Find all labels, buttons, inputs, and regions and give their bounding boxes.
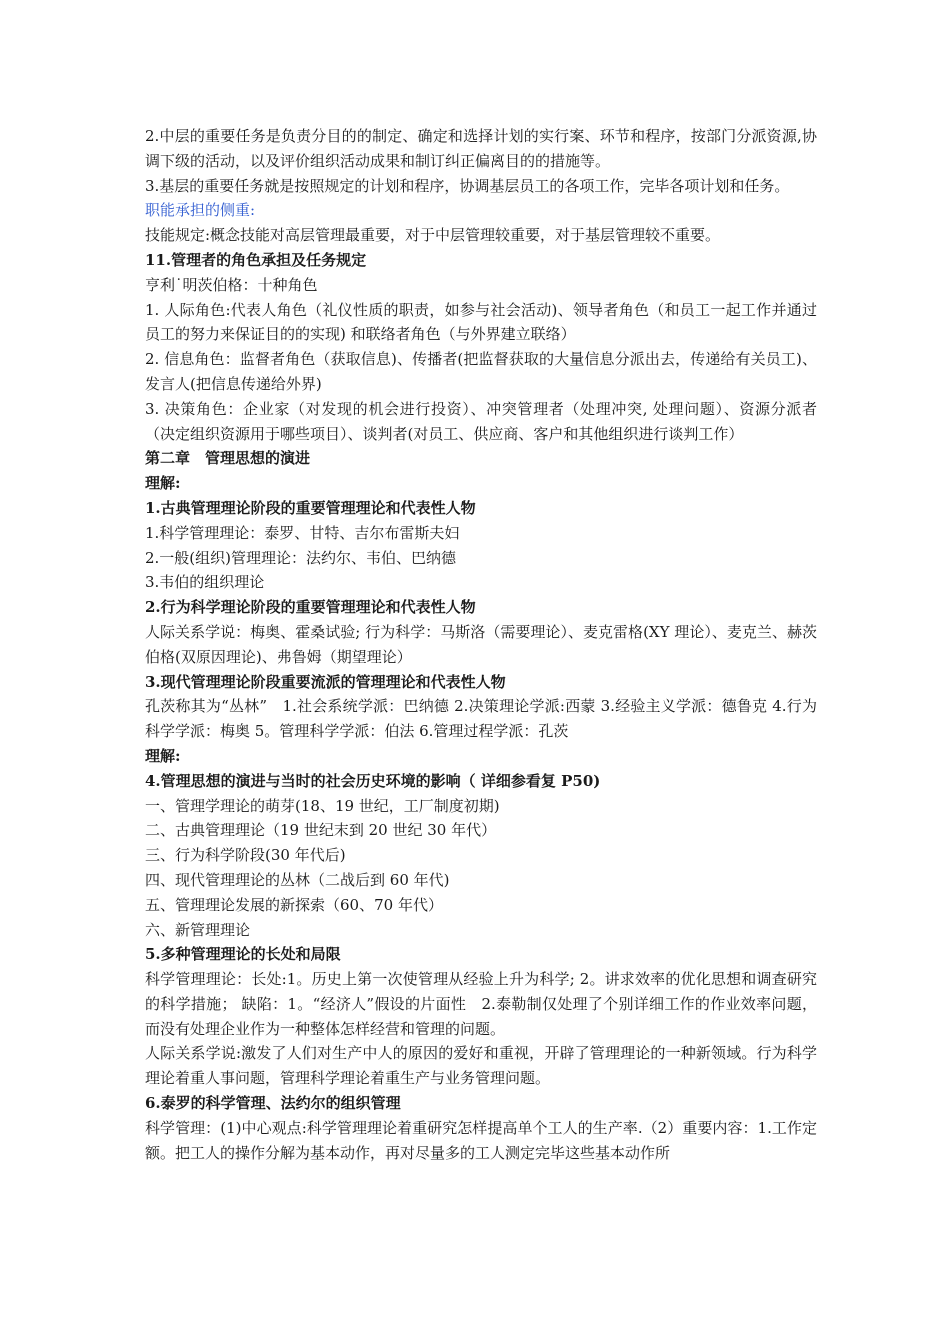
paragraph: 技能规定:概念技能对高层管理最重要，对于中层管理较重要，对于基层管理较不重要。 bbox=[145, 226, 721, 245]
paragraph: 四、现代管理理论的丛林（二战后到 60 年代) bbox=[145, 870, 450, 889]
paragraph: 孔茨称其为“丛林” 1.社会系统学派：巴纳德 2.决策理论学派:西蒙 3.经验主义学派：德鲁克 4.行为科学学派：梅奥 5。管理科学学派：伯法 6.管理过程学派：孔茨 bbox=[145, 697, 817, 741]
paragraph: 科学管理理论：长处:1。历史上第一次使管理从经验上升为科学; 2。讲求效率的优化思想和调查研究的科学措施； 缺陷：1。“经济人”假设的片面性 2.泰勒制仅处理了个别详细工作的作业效率问题，而没有处理企业作为一种整体怎样经营和管理的问题。 bbox=[145, 970, 817, 1038]
paragraph: 2.一般(组织)管理理论：法约尔、韦伯、巴纳德 bbox=[145, 548, 457, 567]
chapter-heading: 第二章 管理思想的演进 bbox=[145, 449, 311, 468]
paragraph: 科学管理：(1)中心观点:科学管理理论着重研究怎样提高单个工人的生产率.（2）重要内容：1.工作定额。把工人的操作分解为基本动作，再对尽量多的工人测定完毕这些基本动作所 bbox=[145, 1118, 817, 1162]
paragraph: 3.韦伯的组织理论 bbox=[145, 573, 265, 592]
paragraph: 人际关系学说:激发了人们对生产中人的原因的爱好和重视，开辟了管理理论的一种新领域。行为科学理论着重人事问题，管理科学理论着重生产与业务管理问题。 bbox=[145, 1044, 817, 1088]
paragraph: 1.科学管理理论：泰罗、甘特、吉尔布雷斯夫妇 bbox=[145, 523, 460, 542]
section-heading: 1.古典管理理论阶段的重要管理理论和代表性人物 bbox=[145, 498, 476, 517]
document-body bbox=[145, 124, 817, 1165]
paragraph: 3.基层的重要任务就是按照规定的计划和程序，协调基层员工的各项工作，完毕各项计划和任务。 bbox=[145, 176, 790, 195]
section-heading: 理解: bbox=[145, 746, 181, 765]
paragraph: 五、管理理论发展的新探索（60、70 年代） bbox=[145, 895, 443, 914]
paragraph: 3. 决策角色：企业家（对发现的机会进行投资）、冲突管理者（处理冲突, 处理问题）、资源分派者（决定组织资源用于哪些项目）、谈判者(对员工、供应商、客户和其他组织进行谈判工作） bbox=[145, 399, 817, 443]
paragraph: 人际关系学说：梅奥、霍桑试验; 行为科学：马斯洛（需要理论）、麦克雷格(XY 理论）、麦克兰、赫茨伯格(双原因理论)、弗鲁姆（期望理论） bbox=[145, 622, 817, 666]
section-heading: 6.泰罗的科学管理、法约尔的组织管理 bbox=[145, 1094, 401, 1113]
paragraph: 2.中层的重要任务是负责分目的的制定、确定和选择计划的实行案、环节和程序，按部门分派资源,协调下级的活动，以及评价组织活动成果和制订纠正偏离目的的措施等。 bbox=[145, 127, 817, 170]
section-heading: 3.现代管理理论阶段重要流派的管理理论和代表性人物 bbox=[145, 672, 506, 691]
paragraph: 二、古典管理理论（19 世纪末到 20 世纪 30 年代） bbox=[145, 821, 497, 840]
section-heading: 5.多种管理理论的长处和局限 bbox=[145, 945, 341, 964]
paragraph: 六、新管理理论 bbox=[145, 920, 251, 939]
paragraph: 三、行为科学阶段(30 年代后) bbox=[145, 846, 346, 865]
section-heading: 11.管理者的角色承担及任务规定 bbox=[145, 250, 367, 269]
section-heading: 2.行为科学理论阶段的重要管理理论和代表性人物 bbox=[145, 598, 476, 617]
section-heading: 理解: bbox=[145, 474, 181, 493]
paragraph: 1. 人际角色:代表人角色（礼仪性质的职责，如参与社会活动)、领导者角色（和员工一起工作并通过员工的努力来保证目的的实现) 和联络者角色（与外界建立联络） bbox=[145, 300, 817, 344]
blue-subheading: 职能承担的侧重: bbox=[145, 201, 256, 220]
section-heading: 4.管理思想的演进与当时的社会历史环境的影响（ 详细参看复 P50) bbox=[145, 771, 601, 790]
paragraph: 亨利˙明茨伯格：十种角色 bbox=[145, 275, 318, 294]
paragraph: 2. 信息角色：监督者角色（获取信息)、传播者(把监督获取的大量信息分派出去，传递给有关员工)、发言人(把信息传递给外界) bbox=[145, 350, 817, 393]
paragraph: 一、管理学理论的萌芽(18、19 世纪，工厂制度初期) bbox=[145, 796, 500, 815]
